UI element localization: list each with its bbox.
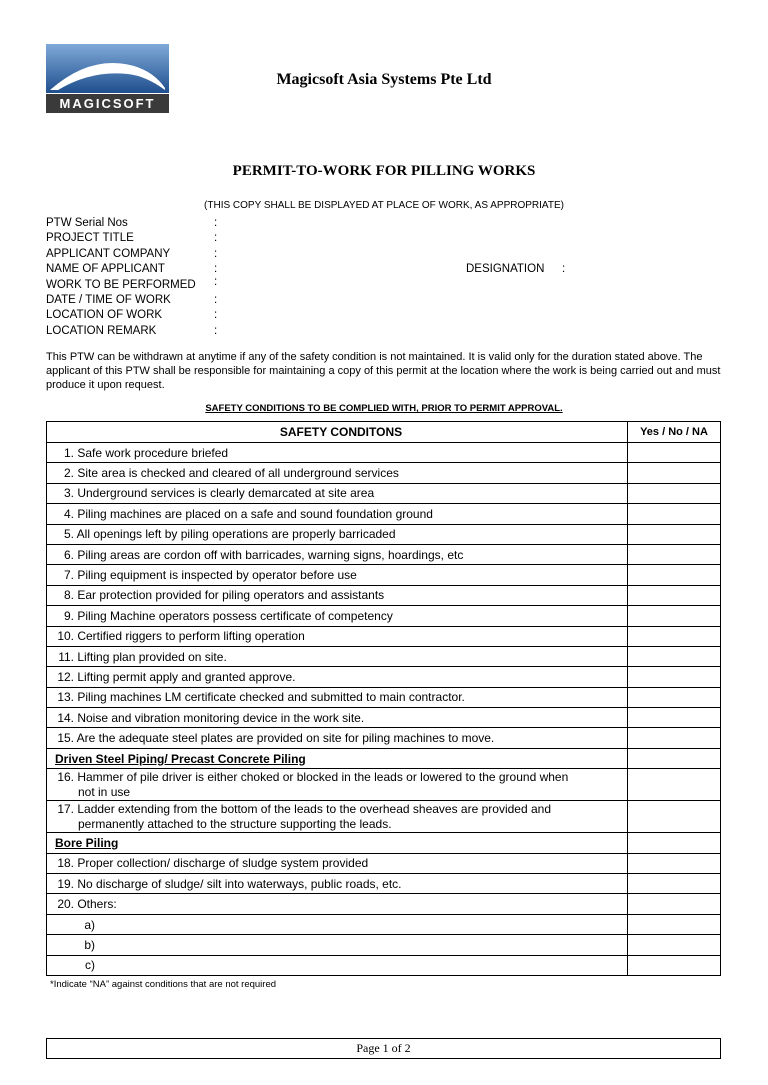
- field-colon: :: [214, 324, 218, 337]
- condition-cell: [47, 853, 628, 873]
- condition-cell: [47, 914, 628, 934]
- field-colon: :: [214, 275, 218, 288]
- section-title: Driven Steel Piping/ Precast Concrete Piling: [47, 748, 628, 768]
- field-colon: :: [214, 232, 218, 245]
- condition-cell: [47, 708, 628, 728]
- answer-cell[interactable]: [628, 801, 721, 833]
- condition-number: 12.: [57, 669, 74, 684]
- designation-colon: :: [562, 263, 566, 276]
- condition-text: No discharge of sludge/ silt into waterways, public roads, etc.: [77, 876, 402, 891]
- table-row: [47, 626, 721, 646]
- condition-cell: [47, 646, 628, 666]
- table-row: [47, 853, 721, 873]
- condition-text: Ear protection provided for piling operators and assistants: [77, 588, 385, 603]
- field-label: LOCATION OF WORK: [46, 309, 163, 322]
- display-note: (THIS COPY SHALL BE DISPLAYED AT PLACE OF WORK, AS APPROPRIATE): [204, 200, 564, 211]
- condition-number: 9.: [63, 608, 74, 623]
- condition-cell: [47, 728, 628, 748]
- condition-text: Lifting plan provided on site.: [77, 649, 227, 664]
- field-project-title: [46, 231, 726, 246]
- answer-cell[interactable]: [628, 585, 721, 605]
- answer-cell[interactable]: [628, 687, 721, 707]
- table-row: [47, 955, 721, 975]
- condition-number: 14.: [57, 710, 74, 725]
- condition-number: 11.: [58, 649, 74, 664]
- condition-text: All openings left by piling operations are properly barricaded: [76, 527, 396, 542]
- condition-number: b): [84, 937, 95, 952]
- safety-heading: SAFETY CONDITIONS TO BE COMPLIED WITH, PRIOR TO PERMIT APPROVAL.: [205, 403, 563, 414]
- field-label: APPLICANT COMPANY: [46, 247, 171, 260]
- answer-cell[interactable]: [628, 463, 721, 483]
- condition-cell: [47, 667, 628, 687]
- permit-fields: [46, 216, 726, 339]
- answer-cell[interactable]: [628, 894, 721, 914]
- condition-cell: [47, 524, 628, 544]
- condition-cell: [47, 585, 628, 605]
- condition-number: c): [85, 958, 95, 973]
- condition-cell: [47, 769, 628, 801]
- condition-number: 4.: [63, 506, 74, 521]
- field-label: NAME OF APPLICANT: [46, 263, 165, 276]
- permit-description: This PTW can be withdrawn at anytime if any of the safety condition is not maintained. It is valid only for the duration stated above. The applicant of this PTW shall be responsible for maintaining a copy of this permit at the location where the work is being carried out and must produce it upon request.: [46, 351, 721, 391]
- condition-cell: [47, 463, 628, 483]
- condition-cell: [47, 504, 628, 524]
- condition-cell: [47, 606, 628, 626]
- footnote: *Indicate “NA” against conditions that are not required: [50, 979, 277, 990]
- condition-cell: [47, 626, 628, 646]
- table-row: [47, 708, 721, 728]
- condition-text: Are the adequate steel plates are provided on site for piling machines to move.: [76, 731, 495, 746]
- condition-number: 17.: [57, 801, 74, 816]
- answer-cell[interactable]: [628, 667, 721, 687]
- condition-cell: [47, 935, 628, 955]
- condition-number: 1.: [63, 445, 74, 460]
- condition-number: 8.: [63, 588, 74, 603]
- col-header-conditions: SAFETY CONDITONS: [47, 422, 628, 443]
- condition-text: Underground services is clearly demarcated at site area: [77, 486, 375, 501]
- answer-cell[interactable]: [628, 483, 721, 503]
- table-row: [47, 874, 721, 894]
- section-title: Bore Piling: [47, 833, 628, 853]
- condition-text: Piling equipment is inspected by operator before use: [77, 568, 357, 583]
- condition-number: 13.: [57, 690, 74, 705]
- condition-text: Noise and vibration monitoring device in the work site.: [77, 710, 365, 725]
- condition-text-continued: not in use: [78, 784, 131, 799]
- company-name: Magicsoft Asia Systems Pte Ltd: [276, 71, 492, 88]
- answer-cell[interactable]: [628, 708, 721, 728]
- condition-number: 10.: [57, 629, 74, 644]
- table-row: [47, 801, 721, 833]
- table-header-row: [47, 422, 721, 443]
- condition-text-continued: permanently attached to the structure supporting the leads.: [78, 816, 392, 831]
- page-footer: Page 1 of 2: [46, 1038, 721, 1059]
- answer-cell[interactable]: [628, 504, 721, 524]
- section-bore-piling: [47, 833, 721, 853]
- condition-number: 2.: [63, 466, 74, 481]
- field-colon: :: [214, 263, 218, 276]
- condition-text: Piling areas are cordon off with barricades, warning signs, hoardings, etc: [77, 547, 464, 562]
- field-label: PTW Serial Nos: [46, 217, 128, 229]
- answer-cell[interactable]: [628, 874, 721, 894]
- condition-number: 18.: [57, 856, 74, 871]
- table-row: [47, 463, 721, 483]
- answer-cell[interactable]: [628, 833, 721, 853]
- table-row: [47, 687, 721, 707]
- condition-number: 15.: [57, 731, 74, 746]
- safety-conditions-table: [46, 421, 721, 976]
- condition-text: Others:: [77, 897, 117, 912]
- condition-number: a): [84, 917, 95, 932]
- document-title: PERMIT-TO-WORK FOR PILLING WORKS: [232, 163, 536, 179]
- table-row: [47, 504, 721, 524]
- section-driven-piling: [47, 748, 721, 768]
- condition-number: 6.: [63, 547, 74, 562]
- field-ptw-serial: [46, 216, 726, 231]
- table-row: [47, 524, 721, 544]
- field-colon: :: [214, 217, 218, 229]
- answer-cell[interactable]: [628, 769, 721, 801]
- table-row: [47, 646, 721, 666]
- condition-number: 19.: [57, 876, 74, 891]
- condition-text: Site area is checked and cleared of all underground services: [77, 466, 399, 481]
- field-label: DATE / TIME OF WORK: [46, 293, 171, 306]
- table-row: [47, 935, 721, 955]
- condition-number: 3.: [63, 486, 74, 501]
- table-row: [47, 769, 721, 801]
- table-row: [47, 914, 721, 934]
- condition-cell: [47, 544, 628, 564]
- condition-text: Piling Machine operators possess certificate of competency: [77, 608, 393, 623]
- condition-cell: [47, 443, 628, 463]
- condition-text: Piling machines LM certificate checked and submitted to main contractor.: [77, 690, 465, 705]
- condition-cell: [47, 894, 628, 914]
- field-work-to-be-performed: [46, 275, 726, 293]
- table-row: [47, 728, 721, 748]
- field-location-of-work: [46, 308, 726, 323]
- condition-text: Hammer of pile driver is either choked or blocked in the leads or lowered to the ground when: [77, 769, 569, 784]
- table-row: [47, 606, 721, 626]
- condition-cell: [47, 801, 628, 833]
- table-row: [47, 565, 721, 585]
- condition-number: 7.: [63, 568, 74, 583]
- condition-text: Certified riggers to perform lifting operation: [77, 629, 305, 644]
- field-applicant-company: [46, 247, 726, 262]
- table-row: [47, 585, 721, 605]
- answer-cell[interactable]: [628, 626, 721, 646]
- answer-cell[interactable]: [628, 544, 721, 564]
- field-colon: :: [214, 247, 218, 260]
- condition-cell: [47, 483, 628, 503]
- condition-cell: [47, 955, 628, 975]
- condition-cell: [47, 687, 628, 707]
- col-header-yes-no-na: Yes / No / NA: [628, 422, 721, 443]
- answer-cell[interactable]: [628, 748, 721, 768]
- logo-text: MAGICSOFT: [59, 96, 156, 111]
- table-row: [47, 483, 721, 503]
- designation-label: DESIGNATION: [466, 263, 545, 276]
- answer-cell[interactable]: [628, 646, 721, 666]
- condition-text: Proper collection/ discharge of sludge system provided: [77, 856, 369, 871]
- condition-text: Ladder extending from the bottom of the leads to the overhead sheaves are provided and: [77, 801, 551, 816]
- answer-cell[interactable]: [628, 935, 721, 955]
- condition-text: Lifting permit apply and granted approve.: [77, 669, 296, 684]
- condition-number: 16.: [57, 769, 74, 784]
- answer-cell[interactable]: [628, 565, 721, 585]
- table-row: [47, 894, 721, 914]
- answer-cell[interactable]: [628, 524, 721, 544]
- condition-cell: [47, 874, 628, 894]
- table-row: [47, 544, 721, 564]
- condition-text: Safe work procedure briefed: [77, 445, 229, 460]
- field-label: LOCATION REMARK: [46, 324, 157, 337]
- field-label: WORK TO BE PERFORMED: [46, 278, 196, 291]
- table-row: [47, 667, 721, 687]
- field-name-of-applicant: [46, 262, 726, 277]
- answer-cell[interactable]: [628, 728, 721, 748]
- table-row: [47, 443, 721, 463]
- field-date-time-of-work: [46, 293, 726, 308]
- condition-text: Piling machines are placed on a safe and sound foundation ground: [77, 506, 433, 521]
- condition-cell: [47, 565, 628, 585]
- answer-cell[interactable]: [628, 443, 721, 463]
- answer-cell[interactable]: [628, 853, 721, 873]
- condition-number: 5.: [63, 527, 74, 542]
- answer-cell[interactable]: [628, 606, 721, 626]
- field-colon: :: [214, 309, 218, 322]
- answer-cell[interactable]: [628, 914, 721, 934]
- field-location-remark: [46, 324, 726, 339]
- field-colon: :: [214, 293, 218, 306]
- condition-number: 20.: [57, 897, 74, 912]
- answer-cell[interactable]: [628, 955, 721, 975]
- field-label: PROJECT TITLE: [46, 232, 134, 245]
